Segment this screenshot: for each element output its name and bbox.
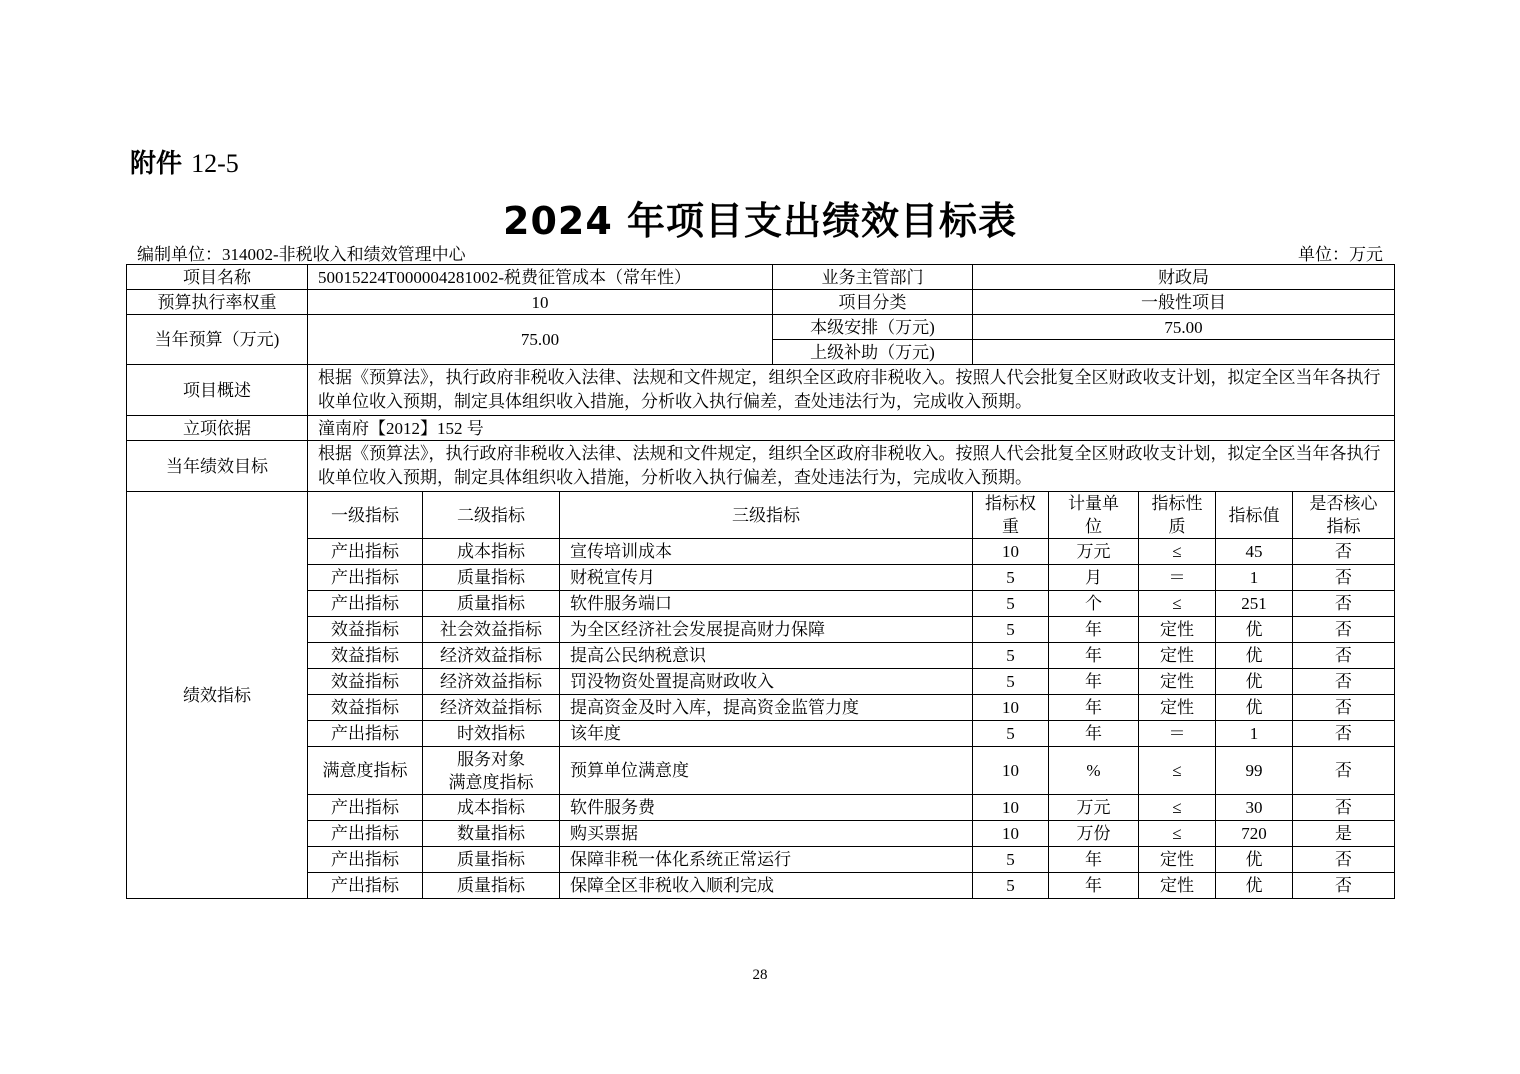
level3-cell: 购买票据 bbox=[560, 821, 973, 847]
core-cell: 否 bbox=[1293, 591, 1395, 617]
value-cell: 251 bbox=[1216, 591, 1293, 617]
basis-row bbox=[127, 416, 1395, 441]
currency-unit: 单位：万元 bbox=[1298, 245, 1383, 264]
core-cell: 否 bbox=[1293, 565, 1395, 591]
level3-cell: 财税宣传月 bbox=[560, 565, 973, 591]
value-cell: 1 bbox=[1216, 565, 1293, 591]
header-nature bbox=[1139, 492, 1216, 539]
goal-row bbox=[127, 441, 1395, 492]
unit-cell: 月 bbox=[1049, 565, 1139, 591]
level1-cell: 效益指标 bbox=[308, 669, 423, 695]
level1-cell: 满意度指标 bbox=[308, 747, 423, 795]
weight-label: 预算执行率权重 bbox=[127, 290, 308, 315]
level2-line1: 时效指标 bbox=[457, 724, 525, 743]
level2-cell bbox=[423, 821, 560, 847]
level2-line1: 数量指标 bbox=[457, 824, 525, 843]
unit-cell: 万元 bbox=[1049, 539, 1139, 565]
performance-table bbox=[126, 264, 1395, 899]
level2-line2: 满意度指标 bbox=[448, 772, 534, 792]
weight-cell: 5 bbox=[973, 669, 1049, 695]
budget-row bbox=[127, 315, 1395, 340]
weight-cell: 5 bbox=[973, 565, 1049, 591]
weight-cell: 5 bbox=[973, 873, 1049, 899]
level2-cell bbox=[423, 591, 560, 617]
header-level1: 一级指标 bbox=[308, 492, 423, 539]
value-cell: 优 bbox=[1216, 695, 1293, 721]
table-row bbox=[127, 873, 1395, 899]
header-unit-line2: 位 bbox=[1085, 517, 1103, 536]
project-name-value: 50015224T000004281002-税费征管成本（常年性） bbox=[308, 265, 773, 290]
local-label: 本级安排（万元) bbox=[773, 315, 973, 340]
weight-cell: 5 bbox=[973, 847, 1049, 873]
unit-cell: 年 bbox=[1049, 847, 1139, 873]
level2-cell bbox=[423, 643, 560, 669]
category-label: 项目分类 bbox=[773, 290, 973, 315]
header-weight bbox=[973, 492, 1049, 539]
nature-cell: 定性 bbox=[1139, 695, 1216, 721]
header-unit bbox=[1049, 492, 1139, 539]
unit-cell: 个 bbox=[1049, 591, 1139, 617]
level1-cell: 效益指标 bbox=[308, 617, 423, 643]
unit-cell: 年 bbox=[1049, 873, 1139, 899]
weight-cell: 5 bbox=[973, 591, 1049, 617]
header-core-line2: 指标 bbox=[1326, 517, 1361, 536]
weight-cell: 10 bbox=[973, 539, 1049, 565]
level3-cell: 软件服务费 bbox=[560, 795, 973, 821]
core-cell: 否 bbox=[1293, 643, 1395, 669]
level2-cell bbox=[423, 669, 560, 695]
nature-cell: 定性 bbox=[1139, 617, 1216, 643]
category-value: 一般性项目 bbox=[973, 290, 1395, 315]
level2-line1: 经济效益指标 bbox=[440, 646, 542, 665]
table-row bbox=[127, 721, 1395, 747]
value-cell: 优 bbox=[1216, 873, 1293, 899]
budget-value: 75.00 bbox=[308, 315, 773, 365]
nature-cell: 定性 bbox=[1139, 873, 1216, 899]
basis-label: 立项依据 bbox=[127, 416, 308, 441]
level1-cell: 产出指标 bbox=[308, 565, 423, 591]
value-cell: 30 bbox=[1216, 795, 1293, 821]
unit-cell: 年 bbox=[1049, 643, 1139, 669]
core-cell: 否 bbox=[1293, 669, 1395, 695]
level2-cell bbox=[423, 695, 560, 721]
value-cell: 优 bbox=[1216, 669, 1293, 695]
level3-cell: 预算单位满意度 bbox=[560, 747, 973, 795]
level3-cell: 软件服务端口 bbox=[560, 591, 973, 617]
level2-cell bbox=[423, 539, 560, 565]
nature-cell: 定性 bbox=[1139, 847, 1216, 873]
level3-cell: 宣传培训成本 bbox=[560, 539, 973, 565]
nature-cell: ＝ bbox=[1139, 721, 1216, 747]
unit-cell: 年 bbox=[1049, 721, 1139, 747]
unit-cell: 万份 bbox=[1049, 821, 1139, 847]
level2-cell bbox=[423, 747, 560, 795]
nature-cell: 定性 bbox=[1139, 643, 1216, 669]
unit-cell: % bbox=[1049, 747, 1139, 795]
weight-value: 10 bbox=[308, 290, 773, 315]
overview-label: 项目概述 bbox=[127, 365, 308, 416]
level2-cell bbox=[423, 873, 560, 899]
value-cell: 优 bbox=[1216, 847, 1293, 873]
dept-value: 财政局 bbox=[973, 265, 1395, 290]
unit-cell: 年 bbox=[1049, 617, 1139, 643]
core-cell: 否 bbox=[1293, 539, 1395, 565]
weight-cell: 10 bbox=[973, 795, 1049, 821]
nature-cell: ≤ bbox=[1139, 795, 1216, 821]
subsidy-label: 上级补助（万元) bbox=[773, 340, 973, 365]
nature-cell: 定性 bbox=[1139, 669, 1216, 695]
table-row bbox=[127, 617, 1395, 643]
level2-line1: 经济效益指标 bbox=[440, 698, 542, 717]
level2-cell bbox=[423, 565, 560, 591]
table-row bbox=[127, 821, 1395, 847]
header-value: 指标值 bbox=[1216, 492, 1293, 539]
header-level3: 三级指标 bbox=[560, 492, 973, 539]
attachment-label-text: 附件 bbox=[130, 149, 183, 179]
level1-cell: 产出指标 bbox=[308, 795, 423, 821]
level1-cell: 产出指标 bbox=[308, 539, 423, 565]
unit-cell: 年 bbox=[1049, 669, 1139, 695]
compiler-unit: 编制单位：314002-非税收入和绩效管理中心 bbox=[137, 245, 466, 264]
attachment-number: 12-5 bbox=[191, 149, 239, 178]
overview-row bbox=[127, 365, 1395, 416]
header-core-line1: 是否核心 bbox=[1309, 494, 1378, 513]
nature-cell: ≤ bbox=[1139, 747, 1216, 795]
weight-cell: 5 bbox=[973, 721, 1049, 747]
weight-row bbox=[127, 290, 1395, 315]
weight-cell: 5 bbox=[973, 617, 1049, 643]
level2-line1: 成本指标 bbox=[457, 542, 525, 561]
level2-cell bbox=[423, 617, 560, 643]
level3-cell: 提高资金及时入库，提高资金监管力度 bbox=[560, 695, 973, 721]
header-weight-line1: 指标权 bbox=[985, 494, 1037, 513]
page-number: 28 bbox=[752, 967, 768, 983]
level2-line1: 质量指标 bbox=[457, 594, 525, 613]
value-cell: 优 bbox=[1216, 643, 1293, 669]
nature-cell: ≤ bbox=[1139, 539, 1216, 565]
level3-cell: 该年度 bbox=[560, 721, 973, 747]
weight-cell: 10 bbox=[973, 747, 1049, 795]
level3-cell: 保障非税一体化系统正常运行 bbox=[560, 847, 973, 873]
level2-line1: 质量指标 bbox=[457, 850, 525, 869]
core-cell: 否 bbox=[1293, 695, 1395, 721]
level1-cell: 产出指标 bbox=[308, 821, 423, 847]
weight-cell: 5 bbox=[973, 643, 1049, 669]
header-level2: 二级指标 bbox=[423, 492, 560, 539]
unit-cell: 年 bbox=[1049, 695, 1139, 721]
level1-cell: 效益指标 bbox=[308, 643, 423, 669]
weight-cell: 10 bbox=[973, 821, 1049, 847]
value-cell: 1 bbox=[1216, 721, 1293, 747]
project-name-label: 项目名称 bbox=[127, 265, 308, 290]
value-cell: 优 bbox=[1216, 617, 1293, 643]
level3-cell: 保障全区非税收入顺利完成 bbox=[560, 873, 973, 899]
level1-cell: 产出指标 bbox=[308, 847, 423, 873]
attachment-label bbox=[130, 143, 239, 180]
indicators-section-label: 绩效指标 bbox=[127, 492, 308, 899]
table-row bbox=[127, 695, 1395, 721]
level1-cell: 产出指标 bbox=[308, 591, 423, 617]
basis-text: 潼南府【2012】152 号 bbox=[308, 416, 1395, 441]
header-core bbox=[1293, 492, 1395, 539]
core-cell: 否 bbox=[1293, 873, 1395, 899]
table-row bbox=[127, 539, 1395, 565]
unit-cell: 万元 bbox=[1049, 795, 1139, 821]
level2-cell bbox=[423, 847, 560, 873]
header-unit-line1: 计量单 bbox=[1068, 494, 1120, 513]
level1-cell: 产出指标 bbox=[308, 873, 423, 899]
core-cell: 否 bbox=[1293, 847, 1395, 873]
level2-line1: 质量指标 bbox=[457, 876, 525, 895]
table-row bbox=[127, 591, 1395, 617]
level2-line1: 服务对象 bbox=[457, 749, 525, 769]
value-cell: 720 bbox=[1216, 821, 1293, 847]
local-value: 75.00 bbox=[973, 315, 1395, 340]
goal-text: 根据《预算法》，执行政府非税收入法律、法规和文件规定，组织全区政府非税收入。按照人代会批复全区财政收支计划，拟定全区当年各执行收单位收入预期，制定具体组织收入措施，分析收入执行偏差，查处违法行为，完成收入预期。 bbox=[308, 441, 1395, 492]
core-cell: 否 bbox=[1293, 795, 1395, 821]
nature-cell: ＝ bbox=[1139, 565, 1216, 591]
header-nature-line1: 指标性 bbox=[1151, 494, 1203, 513]
nature-cell: ≤ bbox=[1139, 591, 1216, 617]
level1-cell: 效益指标 bbox=[308, 695, 423, 721]
value-cell: 99 bbox=[1216, 747, 1293, 795]
core-cell: 否 bbox=[1293, 721, 1395, 747]
table-row bbox=[127, 643, 1395, 669]
indicator-header-row bbox=[127, 492, 1395, 539]
value-cell: 45 bbox=[1216, 539, 1293, 565]
nature-cell: ≤ bbox=[1139, 821, 1216, 847]
page-title: 2024 年项目支出绩效目标表 bbox=[503, 199, 1017, 243]
weight-cell: 10 bbox=[973, 695, 1049, 721]
table-row bbox=[127, 747, 1395, 795]
level2-line1: 质量指标 bbox=[457, 568, 525, 587]
level3-cell: 为全区经济社会发展提高财力保障 bbox=[560, 617, 973, 643]
level3-cell: 提高公民纳税意识 bbox=[560, 643, 973, 669]
level2-cell bbox=[423, 721, 560, 747]
overview-text: 根据《预算法》，执行政府非税收入法律、法规和文件规定，组织全区政府非税收入。按照人代会批复全区财政收支计划，拟定全区当年各执行收单位收入预期，制定具体组织收入措施，分析收入执行偏差，查处违法行为，完成收入预期。 bbox=[308, 365, 1395, 416]
table-row bbox=[127, 565, 1395, 591]
header-weight-line2: 重 bbox=[1002, 517, 1020, 536]
core-cell: 是 bbox=[1293, 821, 1395, 847]
table-row bbox=[127, 847, 1395, 873]
core-cell: 否 bbox=[1293, 747, 1395, 795]
project-name-row bbox=[127, 265, 1395, 290]
goal-label: 当年绩效目标 bbox=[127, 441, 308, 492]
subsidy-value bbox=[973, 340, 1395, 365]
level2-line1: 成本指标 bbox=[457, 798, 525, 817]
core-cell: 否 bbox=[1293, 617, 1395, 643]
level3-cell: 罚没物资处置提高财政收入 bbox=[560, 669, 973, 695]
level2-cell bbox=[423, 795, 560, 821]
level1-cell: 产出指标 bbox=[308, 721, 423, 747]
budget-label: 当年预算（万元) bbox=[127, 315, 308, 365]
level2-line1: 经济效益指标 bbox=[440, 672, 542, 691]
level2-line1: 社会效益指标 bbox=[440, 620, 542, 639]
dept-label: 业务主管部门 bbox=[773, 265, 973, 290]
table-row bbox=[127, 669, 1395, 695]
table-row bbox=[127, 795, 1395, 821]
header-nature-line2: 质 bbox=[1168, 517, 1186, 536]
